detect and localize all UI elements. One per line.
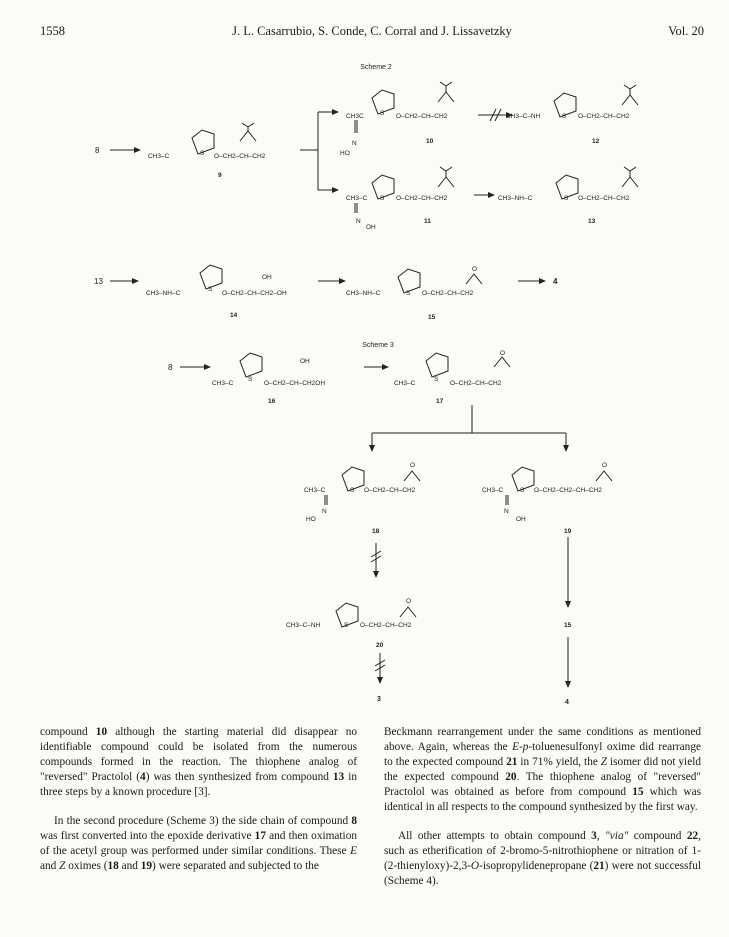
c12-sulfur: S xyxy=(562,113,567,120)
c13-chain: O–CH2–CH–CH2 xyxy=(578,195,630,202)
body-left-column xyxy=(40,725,357,888)
c20-epoxide-o: O xyxy=(406,598,412,605)
c10-hydroxy: HO xyxy=(340,150,350,157)
c19-number: 19 xyxy=(564,528,572,535)
c19-sulfur: S xyxy=(520,487,525,494)
c20-sulfur: S xyxy=(344,622,349,629)
c13-amide: CH3–NH–C xyxy=(498,195,533,202)
c14-sulfur: S xyxy=(208,286,213,293)
c11-sulfur: S xyxy=(380,195,385,202)
c18-number: 18 xyxy=(372,528,380,535)
c9-number: 9 xyxy=(218,172,222,179)
c18-sulfur: S xyxy=(350,487,355,494)
volume-label: Vol. 20 xyxy=(668,24,704,38)
c10-sulfur: S xyxy=(380,110,385,117)
c16-sulfur: S xyxy=(248,376,253,383)
c19-hydroxy: OH xyxy=(516,516,526,523)
c13-number: 13 xyxy=(588,218,596,225)
c16-number: 16 xyxy=(268,398,276,405)
paragraph: Beckmann rearrangement under the same conditions as mentioned above. Again, whereas the E-p-toluenesulfonyl oxime did rearrange to the expected compound 21 in 71% yield, the Z isomer did not yield the expected compound 20. The thiophene analog of "reversed" Practolol was obtained as before from compound 15 which was identical in all respects to the compound synthesized by the first way. xyxy=(384,726,702,813)
c10-acetyl: CH3C xyxy=(346,113,364,120)
c16-hydroxyl: OH xyxy=(300,358,310,365)
c9-chain: O–CH2–CH–CH2 xyxy=(214,153,266,160)
compound-4-label: 4 xyxy=(553,277,558,286)
c11-chain: O–CH2–CH–CH2 xyxy=(396,195,448,202)
c11-number: 11 xyxy=(424,218,431,225)
c18-nitrogen: N xyxy=(322,508,327,515)
c19-epoxide-o: O xyxy=(602,462,608,469)
scheme-3-title: Scheme 3 xyxy=(362,342,394,349)
c11-nitrogen: N xyxy=(356,218,361,225)
running-authors: J. L. Casarrubio, S. Conde, C. Corral and J. Lissavetzky xyxy=(232,24,512,38)
c18-hydroxy: HO xyxy=(306,516,316,523)
scheme-2-title: Scheme 2 xyxy=(360,64,392,71)
c16-chain: O–CH2–CH–CH2OH xyxy=(264,380,326,387)
compound-8-label: 8 xyxy=(95,146,100,155)
c19-chain: O–CH2–CH2–CH–CH2 xyxy=(534,487,602,494)
c20-amide: CH3–C–NH xyxy=(286,622,321,629)
c15-number: 15 xyxy=(428,314,436,321)
c11-hydroxy: OH xyxy=(366,224,376,231)
c10-chain: O–CH2–CH–CH2 xyxy=(396,113,448,120)
body-right-column xyxy=(384,725,701,903)
c14-amide: CH3–NH–C xyxy=(146,290,181,297)
c15-sulfur: S xyxy=(406,290,411,297)
page-header xyxy=(40,24,704,42)
c18-epoxide-o: O xyxy=(410,462,416,469)
paragraph: compound 10 although the starting material did disappear no identifiable compound could be isolated from the numerous compounds formed in the reaction. The thiophene analog of "reversed" Practolol (4) was then synthesized from compound 13 in three steps by a known procedure [3]. xyxy=(40,726,357,798)
c14-number: 14 xyxy=(230,312,238,319)
s3-compound-4: 4 xyxy=(565,699,569,706)
c9-acetyl: CH3–C xyxy=(148,153,170,160)
c12-amide: CH3–C–NH xyxy=(506,113,541,120)
c12-number: 12 xyxy=(592,138,600,145)
c9-sulfur: S xyxy=(200,150,205,157)
s3-compound-8: 8 xyxy=(168,363,173,372)
c17-chain: O–CH2–CH–CH2 xyxy=(450,380,502,387)
c15-amide: CH3–NH–C xyxy=(346,290,381,297)
page-number: 1558 xyxy=(40,24,65,38)
c10-number: 10 xyxy=(426,138,434,145)
reaction-schemes xyxy=(0,55,729,720)
c17-number: 17 xyxy=(436,398,444,405)
c17-sulfur: S xyxy=(434,376,439,383)
c15-chain: O–CH2–CH–CH2 xyxy=(422,290,474,297)
c19-acetyl: CH3–C xyxy=(482,487,504,494)
c11-acetyl: CH3–C xyxy=(346,195,368,202)
c13-sulfur: S xyxy=(564,195,569,202)
c17-acetyl: CH3–C xyxy=(394,380,416,387)
c18-acetyl: CH3–C xyxy=(304,487,326,494)
paragraph: All other attempts to obtain compound 3, "via" compound 22, such as etherification of 2-bromo-5-nitrothiophene or nitration of 1-(2-thienyloxy)-2,3-O-isopropylidenepropane (21) were not successful (Scheme 4). xyxy=(384,830,701,887)
c14-chain: O–CH2–CH–CH2–OH xyxy=(222,290,287,297)
c14-hydroxyl: OH xyxy=(262,274,272,281)
c20-number: 20 xyxy=(376,642,384,649)
c20-chain: O–CH2–CH–CH2 xyxy=(360,622,412,629)
c10-nitrogen: N xyxy=(352,140,357,147)
c19-nitrogen: N xyxy=(504,508,509,515)
compound-13-start: 13 xyxy=(94,277,103,286)
c12-chain: O–CH2–CH–CH2 xyxy=(578,113,630,120)
c16-acetyl: CH3–C xyxy=(212,380,234,387)
c17-epoxide-o: O xyxy=(500,350,506,357)
c18-chain: O–CH2–CH–CH2 xyxy=(364,487,416,494)
paragraph: In the second procedure (Scheme 3) the side chain of compound 8 was first converted into the epoxide derivative 17 and then oximation of the acetyl group was performed under similar conditions. These E and Z oximes (18 and 19) were separated and subjected to the xyxy=(40,815,357,872)
compound-3-label: 3 xyxy=(377,696,381,703)
c15-epoxide-o: O xyxy=(472,266,478,273)
s3-compound-15: 15 xyxy=(564,622,572,629)
